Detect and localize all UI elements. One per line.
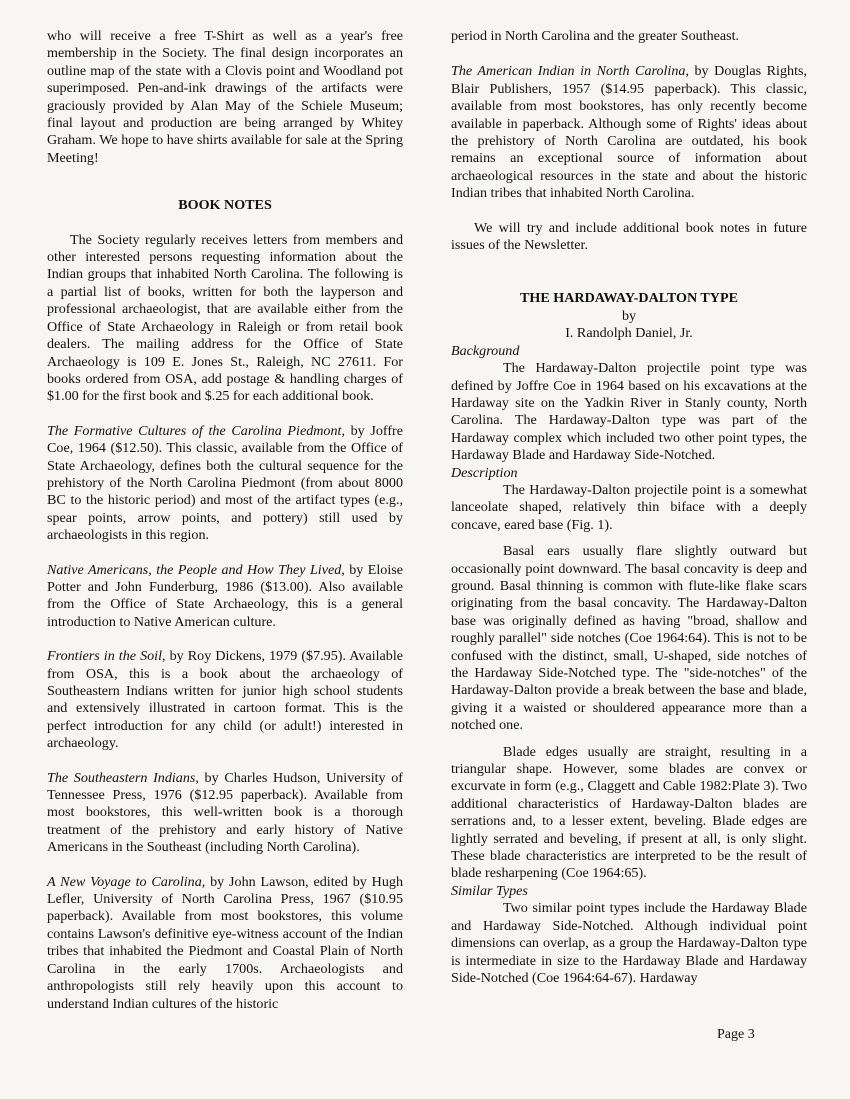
similar-types-paragraph: Two similar point types include the Hardaway Blade and Hardaway Side-Notched. Although individual point dimensions can overlap, as a group the Hardaway-Dalton type is intermediate in size to the Hardaway Blade and Hardaway Side-Notched (Coe 1964:64-67). Hardaway [451,900,807,986]
additional-notes-paragraph: We will try and include additional book notes in future issues of the Newsletter. [451,219,807,254]
book-description: , by Douglas Rights, Blair Publishers, 1957 ($14.95 paperback). This classic, available from most bookstores, has only recently become available in paperback. Although some of Rights' ideas about the prehistory of North Carolina are outdated, his book remains an exceptional source of information about archaeological resources in the state and about the historic Indian tribes that inhabited North Carolina. [451,63,807,202]
page-number: Page 3 [717,1027,755,1042]
book-notes-heading: BOOK NOTES [178,197,272,214]
description-paragraph-1: The Hardaway-Dalton projectile point is a somewhat lanceolate shaped, relatively thin biface with a deeply concave, eared base (Fig. 1). [451,481,807,533]
continued-paragraph: period in North Carolina and the greater Southeast. [451,28,740,44]
book-entry-formative-cultures [47,423,403,545]
book-description: , by John Lawson, edited by Hugh Lefler, University of North Carolina Press, 1967 ($10.95 paperback). Available from most bookstores, this volume contains Lawson's definitive eye-witness account of the Indian tribes that inhabited the Piedmont and Coastal Plain of North Carolina in the early 1700s. Archaeologists and anthropologists still rely heavily upon this account to understand Indian cultures of the historic [47,873,403,1012]
article-title: THE HARDAWAY-DALTON TYPE [520,290,738,307]
book-description: , by Roy Dickens, 1979 ($7.95). Available from OSA, this is a book about the archaeology of Southeastern Indians written for junior high school students and extensively illustrated in cartoon format. This is the perfect introduction for any child (or adult!) interested in archaeology. [47,648,403,752]
book-description: , by Eloise Potter and John Funderburg, 1986 ($13.00). Also available from the Office of State Archaeology, this is a general introduction to Native American culture. [47,561,403,630]
book-entry-southeastern-indians [47,770,403,857]
book-title: A New Voyage to Carolina [47,873,202,890]
background-paragraph: The Hardaway-Dalton projectile point type was defined by Joffre Coe in 1964 based on his excavations at the Hardaway site on the Yadkin River in Stanly county, North Carolina. The Hardaway-Dalton type was part of the Hardaway complex which included two other point types, the Hardaway Blade and Hardaway Side-Notched. [451,360,807,464]
book-entry-native-americans [47,562,403,632]
section-heading-similar-types: Similar Types [451,882,528,899]
section-heading-background: Background [451,342,520,359]
section-heading-description: Description [451,464,518,481]
book-description: , by Joffre Coe, 1964 ($12.50). This classic, available from the Office of State Archaeology, defines both the cultural sequence for the prehistory of the North Carolina Piedmont (from about 8000 BC to the historic period) and most of the artifact types (e.g., spear points, arrow points, and pottery) still used by archaeologists in this region. [47,422,403,544]
book-notes-paragraph: The Society regularly receives letters from members and other interested persons requesting information about the Indian groups that inhabited North Carolina. The following is a partial list of books, written for both the layperson and professional archaeologist, that are available either from the Office of State Archaeology in Raleigh or from retail book dealers. The mailing address for the Office of State Archaeology is 109 E. Jones St., Raleigh, NC 27611. For books ordered from OSA, add postage & handling charges of $1.00 for the first book and $.25 for each additional book. [47,231,403,405]
book-entry-new-voyage [47,874,403,1013]
book-entry-frontiers-in-the-soil [47,648,403,752]
description-paragraph-2: Basal ears usually flare slightly outward but occasionally point downward. The basal concavity is deep and ground. Basal thinning is common with flute-like flake scars originating from the basal concavity. The Hardaway-Dalton base was originally defined as having "broad, shallow and roughly parallel" side notches (Coe 1964:64). This is not to be confused with the distinct, small, U-shaped, side notches of the Hardaway Side-Notched type. The "side-notches" of the Hardaway-Dalton provide a break between the base and blade, giving it a waisted or shouldered appearance more than a notched one. [451,543,807,734]
description-paragraph-3: Blade edges usually are straight, resulting in a triangular shape. However, some blades are convex or excurvate in form (e.g., Claggett and Cable 1982:Plate 3). Two additional characteristics of Hardaway-Dalton blades are serrations and, to a lesser extent, beveling. Blade edges are lightly serrated and beveling, if present at all, is only slight. These blade characteristics are interpreted to be the result of blade resharpening (Coe 1964:65). [451,743,807,882]
left-column [47,28,403,1013]
intro-paragraph: who will receive a free T-Shirt as well as a year's free membership in the Society. The final design incorporates an outline map of the state with a Clovis point and Woodland pot superimposed. Pen-and-ink drawings of the artifacts were graciously provided by Alan May of the Schiele Museum; final layout and production are being arranged by Whitey Graham. We hope to have shirts available for sale at the Spring Meeting! [47,28,403,166]
right-column [451,28,807,987]
book-title: Frontiers in the Soil [47,648,163,665]
book-title: The Formative Cultures of the Carolina Piedmont [47,422,342,439]
book-entry-american-indian [451,63,807,202]
book-title: Native Americans, the People and How They Lived [47,561,342,578]
article-author: I. Randolph Daniel, Jr. [565,325,693,342]
book-description: , by Charles Hudson, University of Tennessee Press, 1976 ($12.95 paperback). Available from most bookstores, this well-written book is a thorough treatment of the prehistory and early history of Native Americans in the Southeast (including North Carolina). [47,769,403,856]
article-byline-by: by [621,307,637,324]
book-title: The Southeastern Indians [47,769,196,786]
book-title: The American Indian in North Carolina [451,63,686,80]
